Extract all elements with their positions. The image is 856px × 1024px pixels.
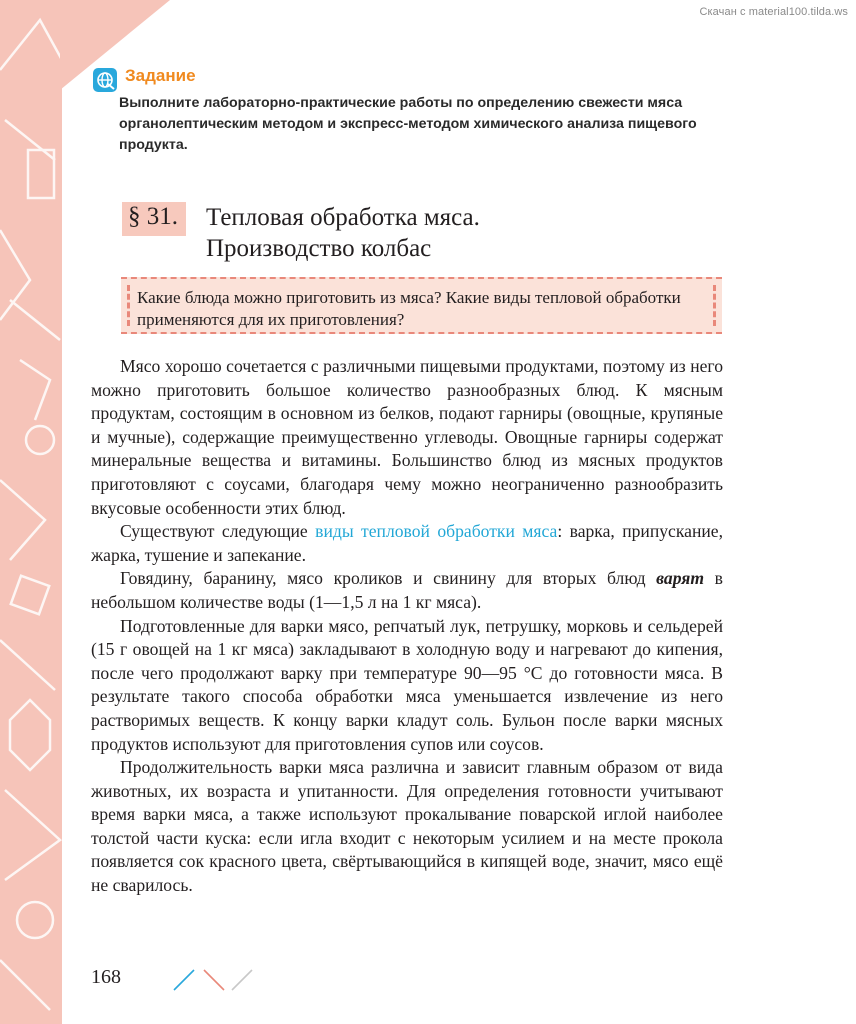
page-slashes-icon	[170, 966, 260, 994]
paragraph-2-end: : варка, припускание, жарка, тушение и запекание.	[91, 521, 723, 565]
section-title-line2: Производство колбас	[206, 235, 432, 262]
term-heat-treatment-link: виды тепловой обработки мяса	[315, 521, 558, 542]
paragraph-3	[91, 567, 723, 614]
section-number: § 31.	[128, 203, 178, 230]
section-number-badge	[122, 202, 186, 236]
decorative-side-strip	[0, 0, 62, 1024]
question-text: Какие блюда можно приготовить из мяса? Какие виды тепловой обработки применяются для их приготовления?	[137, 288, 681, 329]
paragraph-5: Продолжительность варки мяса различна и зависит главным образом от вида животных, их возраста и упитанности. Для определения готовности учитывают время варки мяса, а также используют прокалывание поварской иглой наиболее толстой части куска: если игла входит с некоторым усилием и на месте прокола появляется сок красного цвета, свёртывающийся в кипящей воде, значит, мясо ещё не сварилось.	[91, 757, 723, 896]
paragraph-3-end: в небольшом количестве воды (1—1,5 л на 1 кг мяса).	[91, 568, 723, 612]
paragraph-4: Подготовленные для варки мясо, репчатый лук, петрушку, морковь и сельдерей (15 г овощей на 1 кг мяса) закладывают в холодную воду и нагревают до кипения, после чего продолжают варку при температуре 90—95 °С до готовности мяса. В результате такого способа обработки мяса уменьшается извлечение из него растворимых веществ. К концу варки кладут соль. Бульон после варки мясных продуктов используют для приготовления супов или соусов.	[91, 615, 723, 754]
term-varyat: варят	[656, 568, 705, 589]
paragraph-2	[91, 520, 723, 567]
task-description: Выполните лабораторно-практические работы по определению свежести мяса органолептическим методом и экспресс-методом химического анализа пищевого продукта.	[119, 95, 697, 153]
paragraph-2-start: Существуют следующие	[120, 521, 316, 542]
section-title	[206, 202, 686, 264]
section-title-line1: Тепловая обработка мяса.	[206, 204, 480, 231]
globe-task-icon	[93, 68, 117, 92]
geometric-pattern-icon	[0, 0, 62, 1024]
paragraph-1: Мясо хорошо сочетается с различными пищевыми продуктами, поэтому из него можно приготовить большое количество разнообразных блюд. К мясным продуктам, состоящим в основном из белков, подают гарниры (овощные, крупяные и мучные), содержащие преимущественно углеводы. Овощные гарниры содержат минеральные вещества и витамины. Большинство блюд из мясных продуктов приготовляют с соусами, благодаря чему можно неограниченно разнообразить вкусовые особенности этих блюд.	[91, 356, 723, 518]
watermark-text: Скачан с material100.tilda.ws	[699, 6, 848, 18]
question-box	[121, 277, 722, 334]
main-text	[91, 355, 723, 898]
page-number: 168	[91, 966, 121, 988]
task-heading: Задание	[125, 66, 196, 85]
paragraph-3-start: Говядину, баранину, мясо кроликов и свинину для вторых блюд	[120, 568, 657, 589]
